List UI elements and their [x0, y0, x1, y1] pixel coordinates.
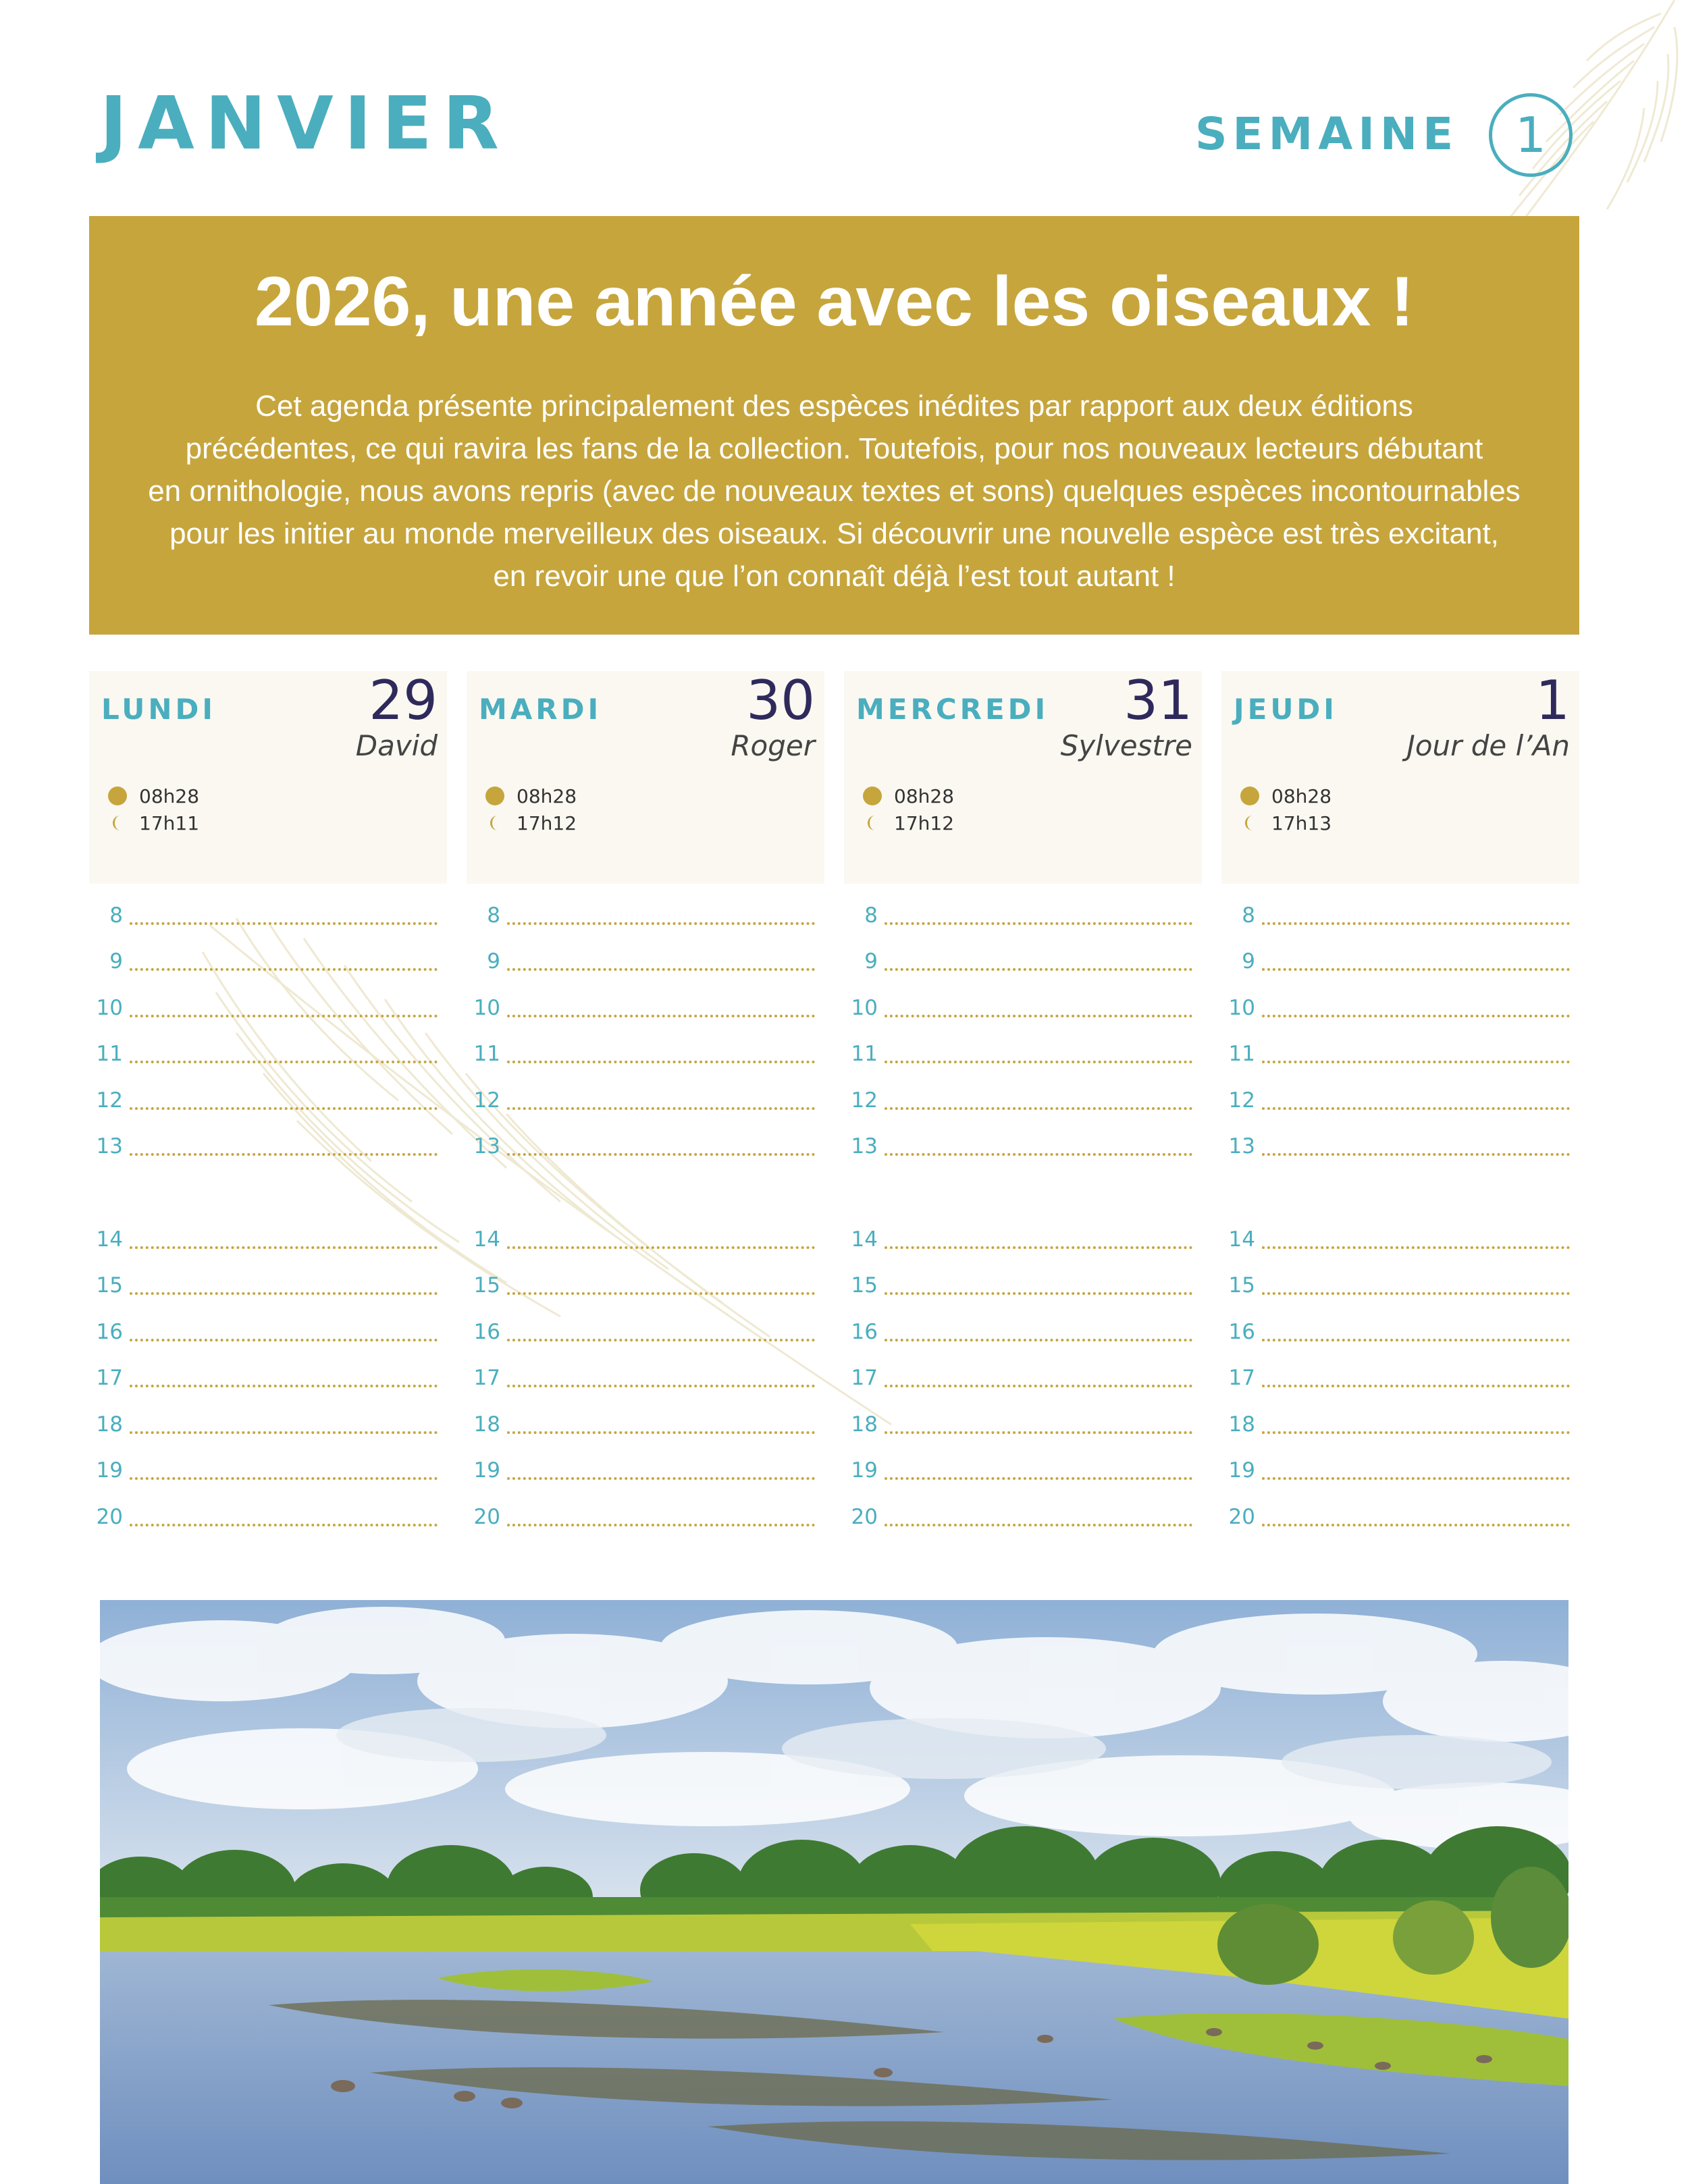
hour-slot-8[interactable]	[1221, 899, 1579, 926]
sunrise-row	[485, 784, 577, 807]
hour-slot-15[interactable]	[467, 1269, 824, 1296]
sunset-row	[108, 811, 199, 834]
hour-label: 8	[109, 903, 123, 928]
hour-writing-line[interactable]	[130, 1107, 438, 1110]
hour-slot-12[interactable]	[89, 1084, 447, 1111]
day-saint: David	[355, 729, 438, 762]
day-saint: Jour de l’An	[1406, 729, 1570, 762]
hour-slot-8[interactable]	[89, 899, 447, 926]
hour-slot-15[interactable]	[844, 1269, 1202, 1296]
sunrise-time: 08h28	[894, 784, 955, 807]
hour-label: 16	[96, 1320, 123, 1344]
hour-slot-17[interactable]	[89, 1362, 447, 1389]
hour-writing-line[interactable]	[885, 1476, 1192, 1480]
hour-slot-20[interactable]	[467, 1501, 824, 1528]
week-number-badge	[1489, 93, 1573, 177]
week-number: 1	[1515, 107, 1546, 163]
hour-writing-line[interactable]	[1262, 1338, 1570, 1341]
banner-title: 2026, une année avec les oiseaux !	[255, 263, 1414, 341]
hour-slot-9[interactable]	[1221, 945, 1579, 972]
hour-writing-line[interactable]	[1262, 1152, 1570, 1156]
hour-slot-18[interactable]	[89, 1408, 447, 1435]
day-column-mercredi	[844, 669, 1202, 1529]
hour-slot-17[interactable]	[1221, 1362, 1579, 1389]
hour-label: 17	[1228, 1366, 1255, 1390]
hour-writing-line[interactable]	[507, 1431, 815, 1434]
hour-label: 16	[1228, 1320, 1255, 1344]
hour-label: 14	[473, 1227, 500, 1252]
hour-slot-11[interactable]	[467, 1038, 824, 1065]
hour-writing-line[interactable]	[1262, 1476, 1570, 1480]
hour-label: 17	[851, 1366, 878, 1390]
hour-slot-17[interactable]	[844, 1362, 1202, 1389]
hour-writing-line[interactable]	[507, 1476, 815, 1480]
hour-writing-line[interactable]	[507, 1246, 815, 1249]
hour-slot-18[interactable]	[467, 1408, 824, 1435]
banner-text	[130, 385, 1539, 597]
hour-label: 20	[473, 1505, 500, 1529]
hour-label: 20	[851, 1505, 878, 1529]
hour-label: 14	[96, 1227, 123, 1252]
hour-writing-line[interactable]	[130, 967, 438, 971]
hour-label: 11	[851, 1042, 878, 1066]
hour-label: 10	[473, 996, 500, 1020]
hour-slot-14[interactable]	[1221, 1223, 1579, 1250]
day-header	[467, 671, 824, 884]
hour-slot-13[interactable]	[89, 1130, 447, 1157]
hour-label: 17	[473, 1366, 500, 1390]
hour-slot-15[interactable]	[89, 1269, 447, 1296]
hour-slot-12[interactable]	[844, 1084, 1202, 1111]
hour-writing-line[interactable]	[130, 1384, 438, 1387]
banner-line: Cet agenda présente principalement des espèces inédites par rapport aux deux éditions	[255, 390, 1413, 423]
hour-label: 11	[1228, 1042, 1255, 1066]
hour-slot-15[interactable]	[1221, 1269, 1579, 1296]
hour-slot-16[interactable]	[89, 1316, 447, 1343]
hour-slot-19[interactable]	[1221, 1454, 1579, 1481]
hour-writing-line[interactable]	[885, 1107, 1192, 1110]
hour-slot-10[interactable]	[89, 992, 447, 1019]
hour-label: 8	[864, 903, 878, 928]
banner-line: pour les initier au monde merveilleux des oiseaux. Si découvrir une nouvelle espèce est très excitant,	[169, 517, 1499, 550]
hour-label: 19	[851, 1458, 878, 1483]
hour-writing-line[interactable]	[1262, 967, 1570, 971]
hour-writing-line[interactable]	[130, 1246, 438, 1249]
hour-label: 18	[1228, 1412, 1255, 1437]
hour-writing-line[interactable]	[507, 922, 815, 925]
day-number: 29	[369, 669, 438, 732]
hour-writing-line[interactable]	[507, 1152, 815, 1156]
hour-writing-line[interactable]	[885, 1152, 1192, 1156]
hour-slot-10[interactable]	[467, 992, 824, 1019]
hour-writing-line[interactable]	[130, 1476, 438, 1480]
hour-writing-line[interactable]	[130, 922, 438, 925]
sunset-row	[863, 811, 954, 834]
hour-writing-line[interactable]	[507, 1384, 815, 1387]
hour-slot-14[interactable]	[89, 1223, 447, 1250]
hour-slot-16[interactable]	[1221, 1316, 1579, 1343]
hour-slot-17[interactable]	[467, 1362, 824, 1389]
sunrise-row	[863, 784, 954, 807]
hour-writing-line[interactable]	[885, 1060, 1192, 1063]
hour-writing-line[interactable]	[885, 1291, 1192, 1295]
hour-writing-line[interactable]	[1262, 1431, 1570, 1434]
hour-slot-19[interactable]	[89, 1454, 447, 1481]
hour-label: 8	[1242, 903, 1255, 928]
sun-icon	[108, 787, 127, 805]
hour-slot-13[interactable]	[844, 1130, 1202, 1157]
hour-slot-9[interactable]	[844, 945, 1202, 972]
hour-label: 18	[473, 1412, 500, 1437]
day-name: MERCREDI	[856, 693, 1049, 726]
day-name: JEUDI	[1234, 693, 1338, 726]
day-saint: Roger	[731, 729, 815, 762]
hour-writing-line[interactable]	[130, 1523, 438, 1526]
hour-label: 14	[1228, 1227, 1255, 1252]
moon-icon	[863, 814, 882, 832]
hour-writing-line[interactable]	[130, 1338, 438, 1341]
hour-writing-line[interactable]	[507, 1060, 815, 1063]
day-number: 1	[1535, 669, 1570, 732]
hour-writing-line[interactable]	[1262, 1246, 1570, 1249]
hour-writing-line[interactable]	[885, 967, 1192, 971]
hour-label: 10	[1228, 996, 1255, 1020]
day-name: MARDI	[479, 693, 602, 726]
sunset-time: 17h11	[139, 811, 200, 834]
hour-label: 13	[1228, 1134, 1255, 1158]
hour-label: 13	[851, 1134, 878, 1158]
hour-writing-line[interactable]	[507, 1107, 815, 1110]
sun-icon	[863, 787, 882, 805]
hour-label: 13	[96, 1134, 123, 1158]
hour-writing-line[interactable]	[507, 1523, 815, 1526]
day-header	[1221, 671, 1579, 884]
hour-slot-9[interactable]	[89, 945, 447, 972]
hour-writing-line[interactable]	[130, 1014, 438, 1017]
hour-label: 19	[96, 1458, 123, 1483]
hour-label: 9	[487, 949, 500, 974]
hour-slot-20[interactable]	[844, 1501, 1202, 1528]
sunset-time: 17h12	[894, 811, 955, 834]
hour-slot-13[interactable]	[467, 1130, 824, 1157]
hour-slot-12[interactable]	[1221, 1084, 1579, 1111]
hour-label: 10	[96, 996, 123, 1020]
hour-writing-line[interactable]	[885, 1384, 1192, 1387]
hour-label: 15	[473, 1273, 500, 1298]
sunset-row	[485, 811, 577, 834]
hour-label: 12	[1228, 1088, 1255, 1113]
hour-label: 12	[473, 1088, 500, 1113]
sunrise-time: 08h28	[517, 784, 577, 807]
hour-writing-line[interactable]	[1262, 922, 1570, 925]
hour-label: 18	[851, 1412, 878, 1437]
sunset-time: 17h12	[517, 811, 577, 834]
hour-writing-line[interactable]	[1262, 1060, 1570, 1063]
moon-icon	[1240, 814, 1259, 832]
hour-writing-line[interactable]	[885, 1338, 1192, 1341]
hour-writing-line[interactable]	[130, 1291, 438, 1295]
day-number: 31	[1124, 669, 1192, 732]
hour-writing-line[interactable]	[507, 1014, 815, 1017]
week-label: SEMAINE	[1195, 108, 1459, 160]
hour-label: 17	[96, 1366, 123, 1390]
hour-label: 15	[851, 1273, 878, 1298]
hour-label: 9	[109, 949, 123, 974]
day-header	[844, 671, 1202, 884]
hour-slot-20[interactable]	[89, 1501, 447, 1528]
hour-writing-line[interactable]	[885, 1431, 1192, 1434]
hour-slot-19[interactable]	[844, 1454, 1202, 1481]
banner-line: en ornithologie, nous avons repris (avec de nouveaux textes et sons) quelques espèces incontournables	[148, 475, 1521, 508]
hour-label: 9	[1242, 949, 1255, 974]
sunset-row	[1240, 811, 1331, 834]
day-saint: Sylvestre	[1060, 729, 1192, 762]
hour-writing-line[interactable]	[1262, 1384, 1570, 1387]
hour-writing-line[interactable]	[885, 1246, 1192, 1249]
wetland-landscape-photo	[100, 1600, 1568, 2184]
hour-label: 10	[851, 996, 878, 1020]
hour-writing-line[interactable]	[130, 1060, 438, 1063]
sun-icon	[1240, 787, 1259, 805]
hour-slot-11[interactable]	[1221, 1038, 1579, 1065]
day-header	[89, 671, 447, 884]
hour-writing-line[interactable]	[885, 922, 1192, 925]
sunrise-row	[108, 784, 199, 807]
moon-icon	[485, 814, 504, 832]
hour-label: 12	[96, 1088, 123, 1113]
hour-label: 18	[96, 1412, 123, 1437]
hour-slot-8[interactable]	[844, 899, 1202, 926]
moon-icon	[108, 814, 127, 832]
hour-label: 15	[96, 1273, 123, 1298]
hour-writing-line[interactable]	[1262, 1014, 1570, 1017]
intro-banner	[89, 216, 1579, 635]
hour-writing-line[interactable]	[507, 967, 815, 971]
hour-slot-16[interactable]	[844, 1316, 1202, 1343]
day-column-mardi	[467, 669, 824, 1529]
hour-slot-18[interactable]	[1221, 1408, 1579, 1435]
hour-label: 9	[864, 949, 878, 974]
hour-slot-19[interactable]	[467, 1454, 824, 1481]
hour-writing-line[interactable]	[885, 1523, 1192, 1526]
hour-slot-11[interactable]	[844, 1038, 1202, 1065]
hour-slot-14[interactable]	[467, 1223, 824, 1250]
hour-slot-18[interactable]	[844, 1408, 1202, 1435]
hour-label: 16	[851, 1320, 878, 1344]
day-column-lundi	[89, 669, 447, 1529]
hour-label: 13	[473, 1134, 500, 1158]
hour-label: 20	[96, 1505, 123, 1529]
hour-writing-line[interactable]	[885, 1014, 1192, 1017]
day-name: LUNDI	[101, 693, 217, 726]
hour-label: 11	[473, 1042, 500, 1066]
hour-label: 15	[1228, 1273, 1255, 1298]
hour-writing-line[interactable]	[1262, 1523, 1570, 1526]
hour-slot-10[interactable]	[844, 992, 1202, 1019]
hour-writing-line[interactable]	[1262, 1107, 1570, 1110]
hour-slot-14[interactable]	[844, 1223, 1202, 1250]
hour-writing-line[interactable]	[130, 1152, 438, 1156]
hour-label: 19	[473, 1458, 500, 1483]
hour-label: 19	[1228, 1458, 1255, 1483]
hour-label: 16	[473, 1320, 500, 1344]
hour-slot-20[interactable]	[1221, 1501, 1579, 1528]
sunrise-time: 08h28	[139, 784, 200, 807]
feather-decoration-middle	[196, 898, 905, 1438]
sun-icon	[485, 787, 504, 805]
hour-slot-11[interactable]	[89, 1038, 447, 1065]
hour-label: 8	[487, 903, 500, 928]
hour-writing-line[interactable]	[1262, 1291, 1570, 1295]
banner-line: en revoir une que l’on connaît déjà l’est tout autant !	[493, 560, 1176, 593]
hour-slot-12[interactable]	[467, 1084, 824, 1111]
sunrise-time: 08h28	[1271, 784, 1332, 807]
hour-writing-line[interactable]	[507, 1338, 815, 1341]
hour-label: 12	[851, 1088, 878, 1113]
hour-slot-16[interactable]	[467, 1316, 824, 1343]
day-column-jeudi	[1221, 669, 1579, 1529]
sunrise-row	[1240, 784, 1331, 807]
hour-slot-8[interactable]	[467, 899, 824, 926]
hour-label: 20	[1228, 1505, 1255, 1529]
hour-writing-line[interactable]	[507, 1291, 815, 1295]
banner-line: précédentes, ce qui ravira les fans de la collection. Toutefois, pour nos nouveaux lecteurs débutant	[185, 432, 1483, 465]
month-title: JANVIER	[100, 82, 510, 166]
hour-writing-line[interactable]	[130, 1431, 438, 1434]
day-number: 30	[746, 669, 815, 732]
hour-label: 14	[851, 1227, 878, 1252]
hour-slot-10[interactable]	[1221, 992, 1579, 1019]
hour-slot-9[interactable]	[467, 945, 824, 972]
hour-label: 11	[96, 1042, 123, 1066]
hour-slot-13[interactable]	[1221, 1130, 1579, 1157]
sunset-time: 17h13	[1271, 811, 1332, 834]
